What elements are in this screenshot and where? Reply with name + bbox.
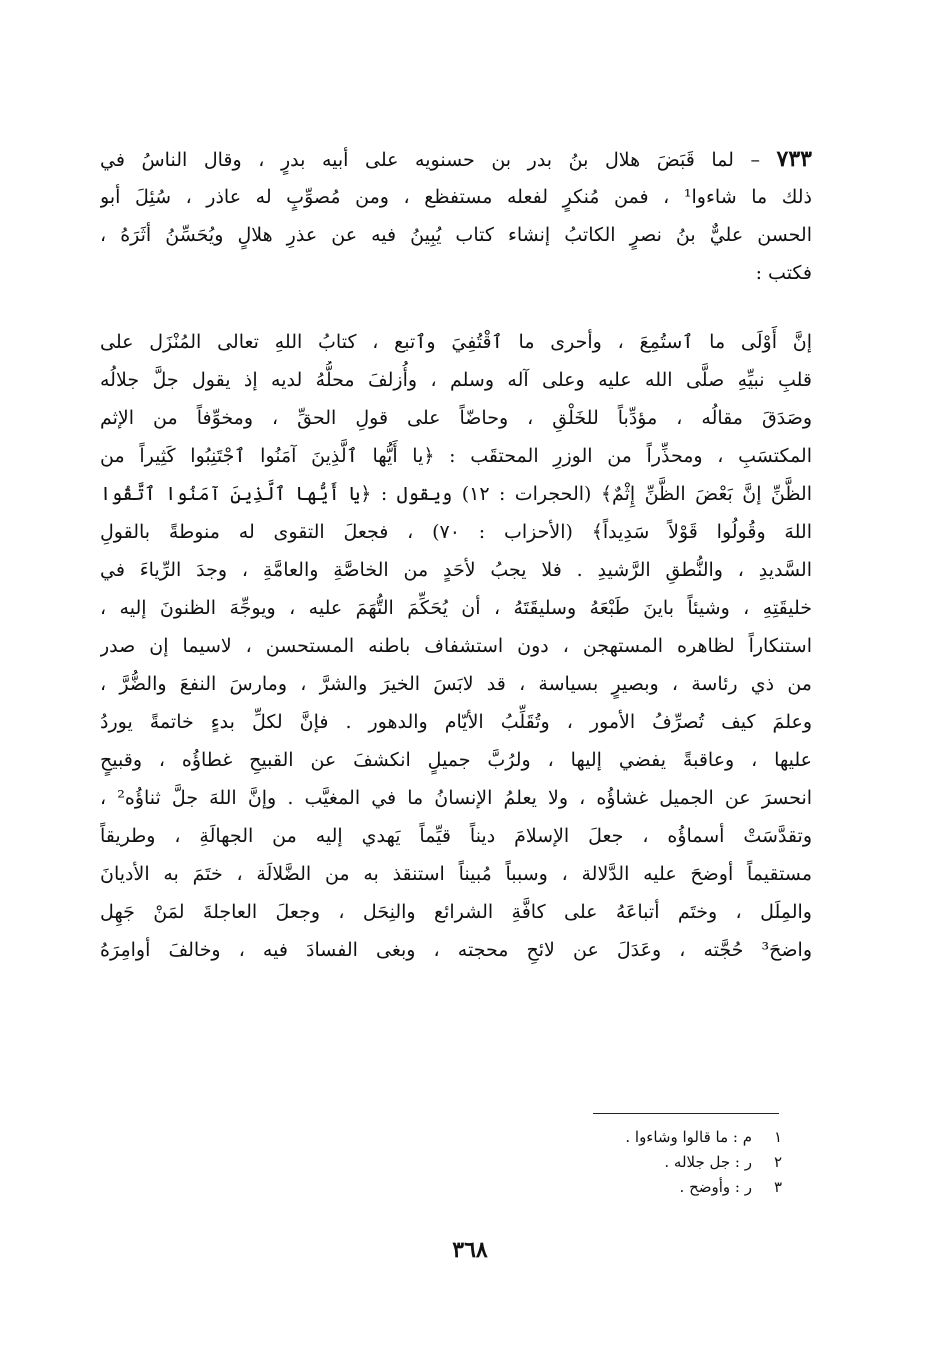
text-line: انحسرَ عن الجميل غشاؤُه ، ولا يعلمُ الإنسانُ ما في المغيَّب . وإنَّ اللهَ جلَّ ثناؤُه² ، bbox=[100, 787, 812, 809]
text-line: واضحَ³ حُجَّته ، وعَدَلَ عن لائحِ محجته ، وبغى الفسادَ فيه ، وخالفَ أوامِرَهُ bbox=[100, 939, 812, 961]
text-line: عليها ، وعاقبةً يفضي إليها ، ولرُبَّ جميلٍ انكشفَ عن القبيحِ غطاؤُه ، وقبيحٍ bbox=[100, 749, 812, 771]
entry-number: ٧٣٣ bbox=[776, 146, 812, 172]
footnote-number: ١ bbox=[773, 1128, 782, 1146]
footnote bbox=[560, 1175, 782, 1200]
text-line: فكتب : bbox=[755, 262, 812, 284]
text-line: والمِلَل ، وختَم أتباعَهُ على كافَّةِ الشرائع والنِحَل ، وجعلَ العاجلةَ لمَنْ جَهِل bbox=[100, 901, 812, 923]
footnote-number: ٣ bbox=[773, 1178, 782, 1196]
text-line: وصَدَقَ مقالُه ، مؤدِّباً للخَلْقِ ، وحاضّاً على قولِ الحقِّ ، ومخوِّفاً من الإثم bbox=[100, 407, 812, 429]
entry-paragraph bbox=[100, 140, 812, 292]
footnotes bbox=[560, 1125, 782, 1200]
text-line bbox=[100, 140, 812, 178]
footnote-number: ٢ bbox=[773, 1153, 782, 1171]
text-line: استنكاراً لظاهره المستهجن ، دون استشفاف باطنه المستحسن ، لاسيما إن صدر bbox=[100, 635, 812, 657]
text-line: المكتسَبِ ، ومحذِّراً من الوزرِ المحتقَب : ﴿يا أَيُّها ٱلَّذِينَ آمَنُوا ٱجْتَنِبُوا كَثِيراً من bbox=[100, 445, 812, 467]
text-line: قلبِ نبيِّهِ صلَّى الله عليه وعلى آله وسلم ، وأُزلفَ محلُّهُ لديه إذ يقول جلَّ جلالُه bbox=[100, 369, 812, 391]
text-line: وعلمَ كيف تُصرِّفُ الأمور ، وتُقَلِّبُ الأيّام والدهور . فإنَّ لكلِّ بدءٍ خاتمةً يوردُ bbox=[100, 711, 812, 733]
footnote-text: م : ما قالوا وشاءوا . bbox=[625, 1128, 752, 1146]
text-line: الظَّنِّ إنَّ بَعْضَ الظَّنِّ إِثْمٌ﴾ (الحجرات : ١٢) ويقول : ﴿يا أَيُّها ٱلَّذِينَ آمَنُوا ٱتَّقُوا bbox=[100, 483, 812, 505]
footnote bbox=[560, 1150, 782, 1175]
text-line: وتقدَّسَتْ أسماؤُه ، جعلَ الإسلامَ ديناً قيِّماً يَهدي إليه من الجهالَةِ ، وطريقاً bbox=[100, 825, 812, 847]
text-line: مستقيماً أوضحَ عليه الدَّلالة ، وسبباً مُبيناً استنقذ به من الضَّلالَة ، ختَمَ به الأديانَ bbox=[100, 863, 812, 885]
text-line: من ذي رئاسة ، وبصيرٍ بسياسة ، قد لابَسَ الخيرَ والشرَّ ، ومارسَ النفعَ والضُّرَّ ، bbox=[100, 673, 812, 695]
footnote-text: ر : وأوضح . bbox=[679, 1178, 752, 1196]
text-line-content: – لما قَبَضَ هلال بنُ بدر بن حسنويه على أبيه بدرٍ ، وقال الناسُ في bbox=[100, 149, 777, 171]
text-line: السَّديدِ ، والنُّطقِ الرَّشيدِ . فلا يجبُ لأحَدٍ من الخاصَّةِ والعامَّةِ ، وجدَ الرِّياءَ في bbox=[100, 559, 812, 581]
text-line: إنَّ أَوْلَى ما ٱستُمِعَ ، وأحرى ما ٱقْتُفِيَ وٱتبع ، كتابُ اللهِ تعالى المُنْزَل على bbox=[100, 331, 812, 353]
page-number: ٣٦٨ bbox=[452, 1237, 488, 1263]
text-line: اللهَ وقُولُوا قَوْلاً سَدِيداً﴾ (الأحزاب : ٧٠) ، فجعلَ التقوى له منوطةً بالقولِ bbox=[100, 521, 812, 543]
letter-paragraph bbox=[100, 323, 812, 969]
footnote-divider bbox=[593, 1113, 779, 1114]
footnote bbox=[560, 1125, 782, 1150]
text-line: ذلك ما شاءوا¹ ، فمن مُنكرٍ لفعله مستفظع ، ومن مُصوِّبٍ له عاذر ، سُئِلَ أبو bbox=[100, 186, 812, 208]
text-line: خليقَتِهِ ، وشيئاً باينَ طَبْعَهُ وسليقَتَهُ ، أن يُحَكِّمَ التُّهَمَ عليه ، ويوجِّهَ الظنونَ إليه ، bbox=[100, 597, 812, 619]
text-line: الحسن عليٌّ بنُ نصرٍ الكاتبُ إنشاء كتاب يُبِينُ فيه عن عذرِ هلالٍ ويُحَسِّنُ أثَرَهُ ، bbox=[100, 224, 812, 246]
footnote-text: ر : جل جلاله . bbox=[664, 1153, 752, 1171]
